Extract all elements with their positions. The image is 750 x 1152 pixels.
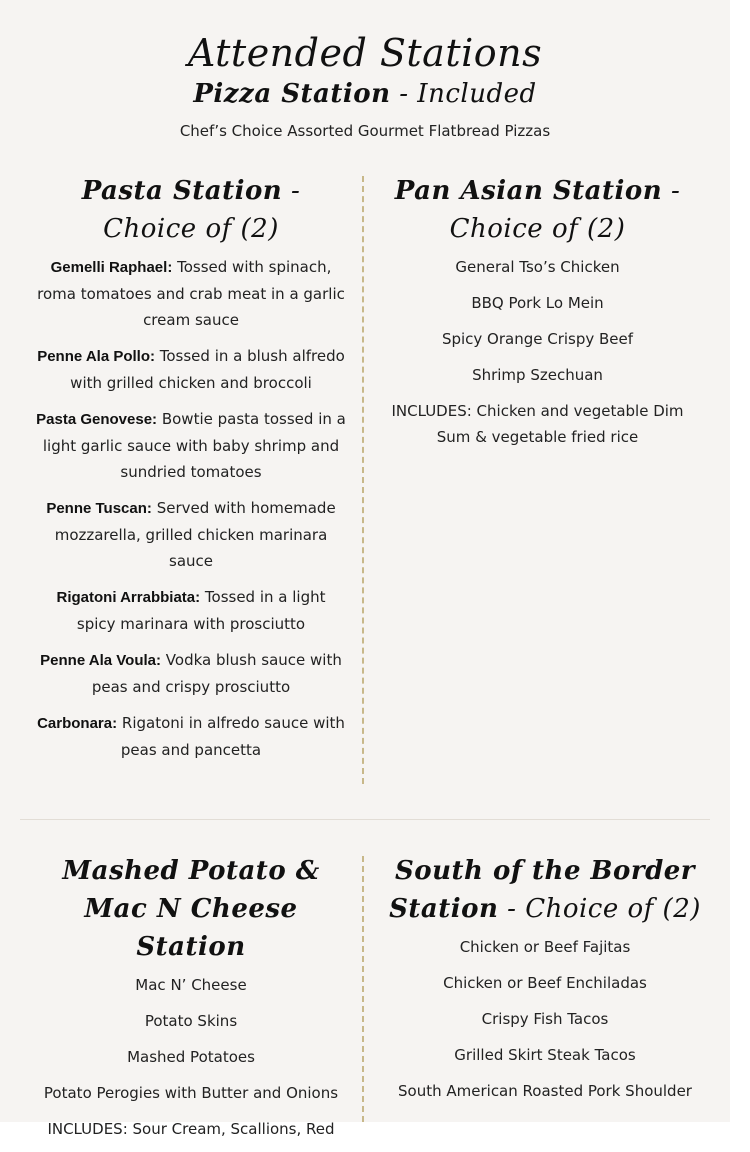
menu-item: INCLUDES: Sour Cream, Scallions, Red [47,1120,335,1138]
pizza-station-heading [0,76,730,112]
menu-item-name: Penne Tuscan: [46,500,152,517]
menu-item [36,584,346,637]
south-border-station [380,852,710,1114]
menu-item: Spicy Orange Crispy Beef [441,330,634,348]
page-title: Attended Stations [187,31,543,75]
menu-item-name: Penne Ala Pollo: [37,348,155,365]
menu-item: Mac N’ Cheese [135,976,247,994]
south-border-station-note: - Choice of (2) [507,894,701,924]
column-divider [362,856,364,1122]
menu-item-name: Gemelli Raphael: [50,259,173,276]
menu-item-desc: Rigatoni in alfredo sauce with peas and pancetta [120,714,345,759]
menu-item: General Tso’s Chicken [455,258,620,276]
menu-item [36,647,346,700]
menu-item: Mashed Potatoes [127,1048,255,1066]
pan-asian-station-heading [385,172,690,248]
menu-item [36,254,346,333]
menu-item: Potato Skins [144,1012,238,1030]
pan-asian-station [385,172,690,460]
south-border-station-name: South of the Border Station [389,856,695,924]
pizza-station-name: Pizza Station [193,79,391,109]
menu-item-name: Rigatoni Arrabbiata: [56,589,201,606]
pan-asian-station-name: Pan Asian Station [394,176,663,206]
menu-item: Crispy Fish Tacos [481,1010,609,1028]
menu-item: Grilled Skirt Steak Tacos [454,1046,636,1064]
menu-item-desc: Tossed with spinach, roma tomatoes and crab meat in a garlic cream sauce [37,258,345,329]
mashed-potato-station-heading [36,852,346,966]
menu-item-desc: Tossed in a light spicy marinara with prosciutto [76,588,326,633]
menu-item: BBQ Pork Lo Mein [471,294,604,312]
section-divider [20,819,710,820]
menu-item: South American Roasted Pork Shoulder [398,1082,692,1100]
menu-item [36,343,346,396]
menu-item-desc: Vodka blush sauce with peas and crispy prosciutto [91,651,342,696]
menu-item: Shrimp Szechuan [472,366,603,384]
menu-item [36,495,346,574]
mashed-potato-station [36,852,346,1152]
menu-item: Chicken or Beef Fajitas [459,938,631,956]
menu-item-name: Carbonara: [37,715,118,732]
menu-item: Potato Perogies with Butter and Onions [43,1084,339,1102]
menu-item-name: Penne Ala Voula: [40,652,162,669]
column-divider [362,176,364,784]
menu-item: INCLUDES: Chicken and vegetable Dim Sum & vegetable fried rice [391,402,684,446]
pan-asian-station-note: - Choice of (2) [449,176,681,244]
pasta-station-heading [36,172,346,248]
pasta-station-name: Pasta Station [81,176,283,206]
pasta-station-note: - Choice of (2) [103,176,301,244]
menu-item: Chicken or Beef Enchiladas [443,974,647,992]
south-border-station-heading [380,852,710,928]
pizza-station-note: - Included [399,79,537,109]
mashed-potato-station-name: Mashed Potato & Mac N Cheese Station [62,856,320,962]
pasta-station [36,172,346,773]
menu-item-desc: Served with homemade mozzarella, grilled chicken marinara sauce [54,499,336,570]
menu-item-desc: Bowtie pasta tossed in a light garlic sauce with baby shrimp and sundried tomatoes [42,410,346,481]
menu-item-desc: Tossed in a blush alfredo with grilled chicken and broccoli [70,347,345,392]
menu-item-name: Pasta Genovese: [36,411,158,428]
menu-item [36,406,346,485]
menu-item [36,710,346,763]
pizza-station-desc: Chef’s Choice Assorted Gourmet Flatbread Pizzas [179,122,551,140]
